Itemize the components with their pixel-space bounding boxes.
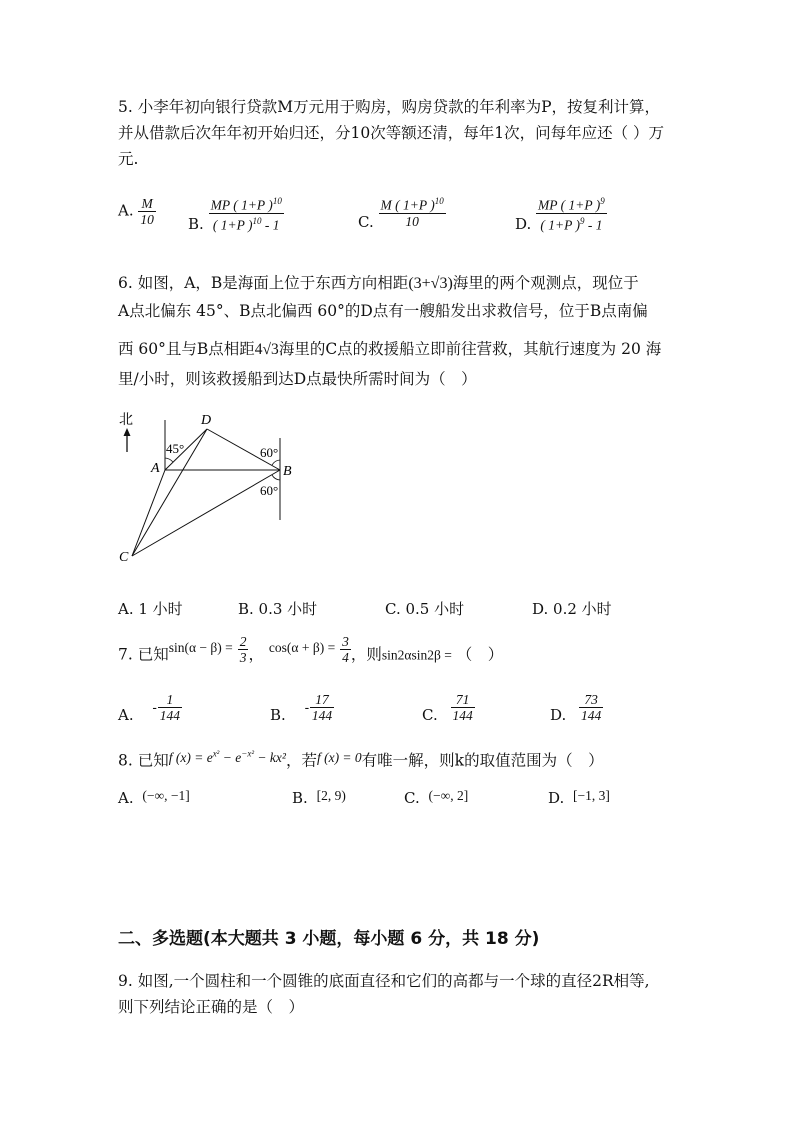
q5-line-1: 5. 小李年初向银行贷款M万元用于购房，购房贷款的年利率为P，按复利计算，	[118, 98, 661, 116]
angle-arc-b-bottom	[272, 475, 280, 480]
angle-label-b-top: 60°	[260, 445, 279, 460]
north-arrow-head-icon	[124, 428, 131, 436]
q7-line: 7. 已知sin(α − β) = $\frac{2}{3}$ ， cos(α + β) = $\frac{3}{4}$ ，则sin2αsin2β = （ ）	[118, 634, 504, 665]
fraction: $\frac{MP ( 1+P )^9}{( 1+P )^9 - 1}$	[538, 196, 605, 232]
fraction: $\frac{M}{10}$	[140, 196, 154, 227]
angle-label-a: 45°	[166, 441, 185, 456]
q5-option-a	[118, 196, 156, 227]
q7-option-d: D. $\frac{73}{144}$	[550, 692, 602, 724]
option-label: A.	[118, 201, 134, 220]
point-label-d: D	[201, 413, 212, 428]
segment-ca	[132, 470, 165, 556]
q8-option-b: B. [2, 9)	[292, 788, 346, 807]
q6-option-d: D. 0.2 小时	[532, 600, 612, 618]
q7-option-a: A. - $\frac{1}{144}$	[118, 692, 180, 724]
fraction: $\frac{M ( 1+P )^{10}}{10}$	[380, 196, 444, 229]
q6-line-4: 里/小时，则该救援船到达D点最快所需时间为（ ）	[118, 370, 477, 388]
segment-cb	[132, 470, 280, 556]
section-heading: 二、多选题(本大题共 3 小题，每小题 6 分，共 18 分)	[118, 929, 540, 949]
point-label-c: C	[119, 550, 129, 565]
angle-arc-b-top	[272, 460, 280, 465]
point-label-b: B	[283, 464, 292, 479]
q5-line-2: 并从借款后次年年初开始归还，分10次等额还清，每年1次，问每年应还（ ）万	[118, 124, 665, 142]
option-label: B.	[188, 215, 204, 233]
option-label: C.	[358, 213, 374, 232]
angle-label-b-bottom: 60°	[260, 483, 279, 498]
q7-option-c: C. $\frac{71}{144}$	[422, 692, 473, 724]
q9-line-2: 则下列结论正确的是（ ）	[118, 998, 305, 1016]
q6-line-2: A点北偏东 45°、B点北偏西 60°的D点有一艘船发出求救信号，位于B点南偏	[118, 302, 648, 320]
q8-option-a: A. (−∞, −1]	[118, 788, 190, 807]
angle-arc-a	[165, 458, 173, 462]
q5-option-c	[358, 194, 446, 232]
q6-line-3: 西 60°且与B点相距4√3海里的C点的救援船立即前往营救，其航行速度为 20 海	[118, 340, 662, 358]
q5-option-d	[515, 194, 607, 232]
q6-option-b: B. 0.3 小时	[238, 600, 318, 618]
q7-option-b: B. - $\frac{17}{144}$	[270, 692, 333, 724]
q8-option-c: C. (−∞, 2]	[404, 788, 469, 807]
q5-option-b	[188, 194, 284, 232]
q8-line: 8. 已知f $(x) = e^{x^2} - e^{-x^2} - kx^2$，若f (x) = 0有唯一解，则k的取值范围为（ ）	[118, 748, 604, 770]
q6-option-c: C. 0.5 小时	[385, 600, 465, 618]
fraction: $\frac{MP ( 1+P )^{10}}{( 1+P )^{10} - 1}$	[210, 196, 282, 232]
q5-line-3: 元.	[118, 150, 139, 168]
q6-line-1: 6. 如图，A，B是海面上位于东西方向相距(3+√3)海里的两个观测点，现位于	[118, 274, 639, 292]
q6-option-a: A. 1 小时	[118, 600, 183, 618]
q9-line-1: 9. 如图,一个圆柱和一个圆锥的底面直径和它们的高都与一个球的直径2R相等,	[118, 972, 650, 990]
point-label-a: A	[151, 461, 160, 476]
q6-figure	[110, 408, 310, 570]
q8-option-d: D. [−1, 3]	[548, 788, 610, 807]
option-label: D.	[515, 215, 532, 233]
north-label: 北	[119, 413, 133, 428]
